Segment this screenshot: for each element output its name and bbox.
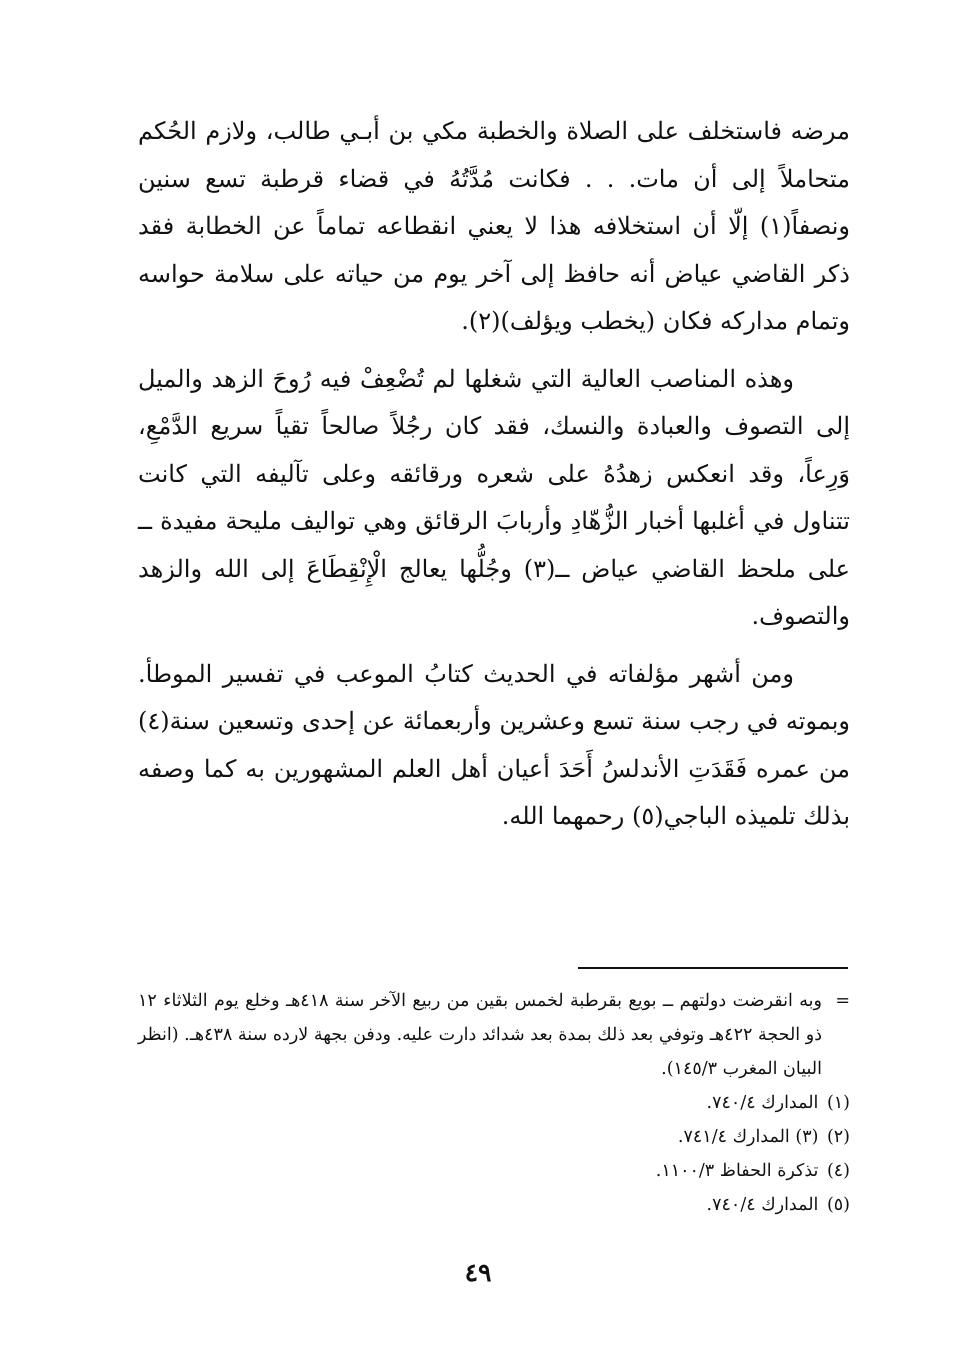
paragraph-1: مرضه فاستخلف على الصلاة والخطبة مكي بن أبـي طالب، ولازم الحُكم متحاملاً إلى أن مات. . . فكانت مُدَّتُهُ في قضاء قرطبة تسع سنين ونصفاً(١) إلّا أن استخلافه هذا لا يعني انقطاعه تماماً عن الخطابة فقد ذكر القاضي عياض أنه حافظ إلى آخر يوم من حياته على سلامة حواسه وتمام مداركه فكان (يخطب ويؤلف)(٢). [138, 117, 850, 335]
footnote-text: المدارك ٧٤٠/٤. [706, 1093, 819, 1113]
footnote-text: تذكرة الحفاظ ١١٠٠/٣. [655, 1161, 819, 1181]
footnote-number: (١) [826, 1093, 850, 1113]
paragraph-2: وهذه المناصب العالية التي شغلها لم تُضْعِفْ فيه رُوحَ الزهد والميل إلى التصوف والعبادة والنسك، فقد كان رجُلاً صالحاً تقياً سريع الدَّمْعِ، وَرِعاً، وقد انعكس زهدُهُ على شعره ورقائقه وعلى تآليفه التي كانت تتناول في أغلبها أخبار الزُّهّادِ وأربابَ الرقائق وهي تواليف مليحة مفيدة ــ على ملحظ القاضي عياض ــ(٣) وجُلُّها يعالج الْإِنْقِطَاعَ إلى الله والزهد والتصوف. [138, 364, 850, 630]
footnote-continuation [138, 984, 850, 1086]
footnote-number: (٥) [826, 1195, 850, 1215]
footnotes [138, 984, 850, 1222]
footnote-text: (٣) المدارك ٧٤١/٤. [677, 1127, 819, 1147]
page-number: ٤٩ [464, 1258, 492, 1287]
footnote-number: (٤) [826, 1161, 850, 1181]
footnote-item [138, 1120, 850, 1154]
footnote-text: المدارك ٧٤٠/٤. [706, 1195, 819, 1215]
main-text [138, 108, 850, 851]
continuation-marker: = [835, 991, 850, 1011]
footnote-item [138, 1086, 850, 1120]
footnote-divider [578, 967, 848, 969]
footnote-number: (٢) [826, 1127, 850, 1147]
footnote-item [138, 1188, 850, 1222]
continuation-text: وبه انقرضت دولتهم ــ بويع بقرطبة لخمس بقين من ربيع الآخر سنة ٤١٨هـ وخلع يوم الثلاثاء ١٢ ذو الحجة ٤٢٢هـ وتوفي بعد ذلك بمدة بعد شدائد دارت عليه. ودفن بجهة لارده سنة ٤٣٨هـ. (انظر البيان المغرب ١٤٥/٣). [138, 991, 823, 1079]
paragraph-3: ومن أشهر مؤلفاته في الحديث كتابُ الموعب في تفسير الموطأ. وبموته في رجب سنة تسع وعشرين وأربعمائة عن إحدى وتسعين سنة(٤) من عمره فَقَدَتِ الأندلسُ أَحَدَ أعيان أهل العلم المشهورين به كما وصفه بذلك تلميذه الباجي(٥) رحمهما الله. [138, 659, 850, 830]
footnote-item [138, 1154, 850, 1188]
